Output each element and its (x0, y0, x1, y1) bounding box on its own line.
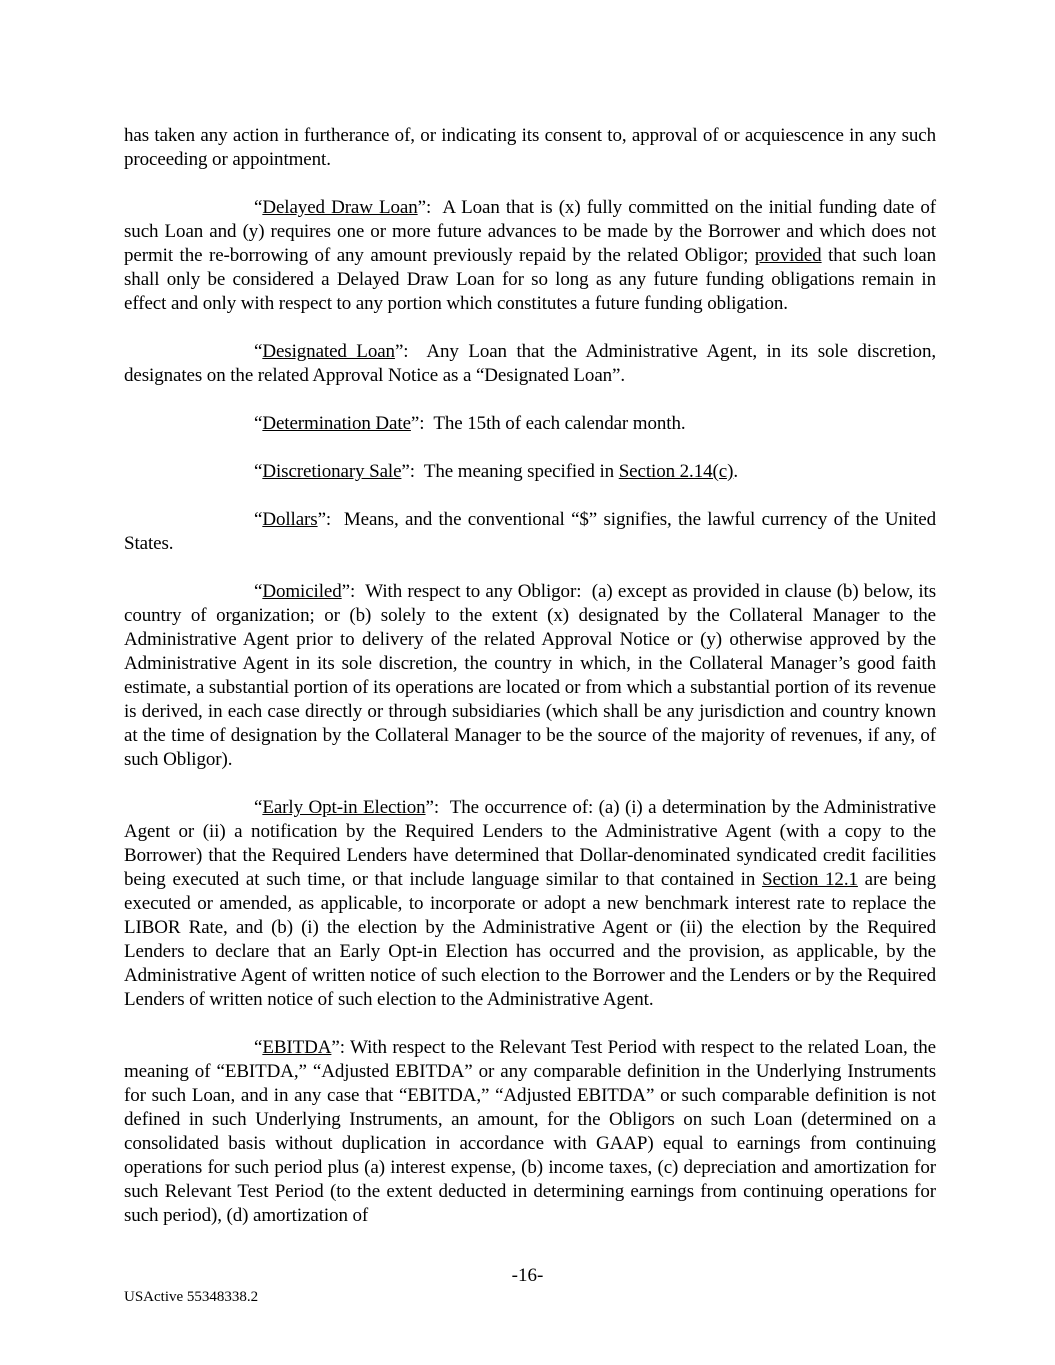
underlined-term: Section 12.1 (761, 869, 858, 890)
underlined-term: EBITDA (262, 1037, 332, 1058)
text-run: ”: With respect to the Relevant Test Period with respect to the related Loan, the meaning of “EBITDA,” “Adjusted EBITDA” or any comparable definition in the Underlying Instruments for such Loan, and in any case that “EBITDA,” “Adjusted EBITDA” or such comparable definition is not defined in such Underlying Instruments, an amount, for the Obligors on such Loan (determined on a consolidated basis without duplication in accordance with GAAP) equal to earnings from continuing operations for such period plus (a) interest expense, (b) income taxes, (c) depreciation and amortization for such Relevant Test Period (to the extent deducted in determining earnings from continuing operations for such period), (d) amortization of (124, 1037, 936, 1226)
text-run: “ (254, 197, 263, 218)
text-run: ”: The 15th of each calendar month. (410, 413, 686, 434)
underlined-term: Early Opt-in Election (262, 797, 426, 818)
text-run: “ (254, 797, 263, 818)
underlined-term: Determination Date (262, 413, 411, 434)
text-run: has taken any action in furtherance of, or indicating its consent to, approval of or acquiescence in any such proceeding or appointment. (124, 125, 936, 170)
underlined-term: Designated Loan (262, 341, 395, 362)
underlined-term: Dollars (262, 509, 318, 530)
text-run: “ (254, 413, 263, 434)
document-body (124, 124, 936, 1252)
text-run: “ (254, 461, 263, 482)
text-run: ”: A Loan that is (x) fully committed on the initial funding date of such Loan and (y) requires one or more future advances to be made by the Borrower and which does not permit the re-borrowing of any amount previously repaid by the related Obligor; (124, 197, 936, 266)
document-id-footer: USActive 55348338.2 (124, 1289, 259, 1305)
text-run: “ (254, 509, 263, 530)
paragraph (124, 796, 936, 1012)
paragraph (124, 460, 936, 484)
underlined-term: Section 2.14(c) (618, 461, 734, 482)
page-number: -16- (511, 1265, 544, 1286)
text-run: “ (254, 1037, 263, 1058)
paragraph (124, 1036, 936, 1228)
paragraph (124, 196, 936, 316)
underlined-term: Domiciled (262, 581, 342, 602)
text-run: ”: The occurrence of: (a) (i) a determination by the Administrative Agent or (ii) a notification by the Required Lenders to the Administrative Agent (with a copy to the Borrower) that the Required Lenders have determined that Dollar-denominated syndicated credit facilities being executed at such time, or that include language similar to that contained in (124, 797, 936, 890)
paragraph (124, 580, 936, 772)
text-run: “ (254, 581, 263, 602)
text-run: that such loan shall only be considered a Delayed Draw Loan for so long as any future funding obligations remain in effect and only with respect to any portion which constitutes a future funding obligation. (124, 245, 936, 314)
paragraph (124, 340, 936, 388)
paragraph (124, 124, 936, 172)
text-run: ”: Any Loan that the Administrative Agent, in its sole discretion, designates on the related Approval Notice as a “Designated Loan”. (124, 341, 936, 386)
underlined-term: Discretionary Sale (262, 461, 402, 482)
paragraph (124, 412, 936, 436)
text-run: ”: The meaning specified in (401, 461, 619, 482)
underlined-term: Delayed Draw Loan (262, 197, 418, 218)
text-run: ”: With respect to any Obligor: (a) except as provided in clause (b) below, its country of organization; or (b) solely to the extent (x) designated by the Collateral Manager to the Administrative Agent prior to delivery of the related Approval Notice or (y) otherwise approved by the Administrative Agent in its sole discretion, the country in which, in the Collateral Manager’s good faith estimate, a substantial portion of its operations are located or from which a substantial portion of its revenue is derived, in each case directly or through subsidiaries (which shall be any jurisdiction and country known at the time of designation by the Collateral Manager to be the source of the majority of revenues, if any, of such Obligor). (124, 581, 936, 770)
text-run: “ (254, 341, 263, 362)
paragraph (124, 508, 936, 556)
text-run: are being executed or amended, as applicable, to incorporate or adopt a new benchmark interest rate to replace the LIBOR Rate, and (b) (i) the election by the Administrative Agent or (ii) the election by the Required Lenders to declare that an Early Opt-in Election has occurred and the provision, as applicable, by the Administrative Agent of written notice of such election to the Borrower and the Lenders or by the Required Lenders of written notice of such election to the Administrative Agent. (124, 869, 937, 1010)
text-run: . (733, 461, 738, 482)
underlined-term: provided (754, 245, 822, 266)
text-run: ”: Means, and the conventional “$” signifies, the lawful currency of the United States. (124, 509, 936, 554)
